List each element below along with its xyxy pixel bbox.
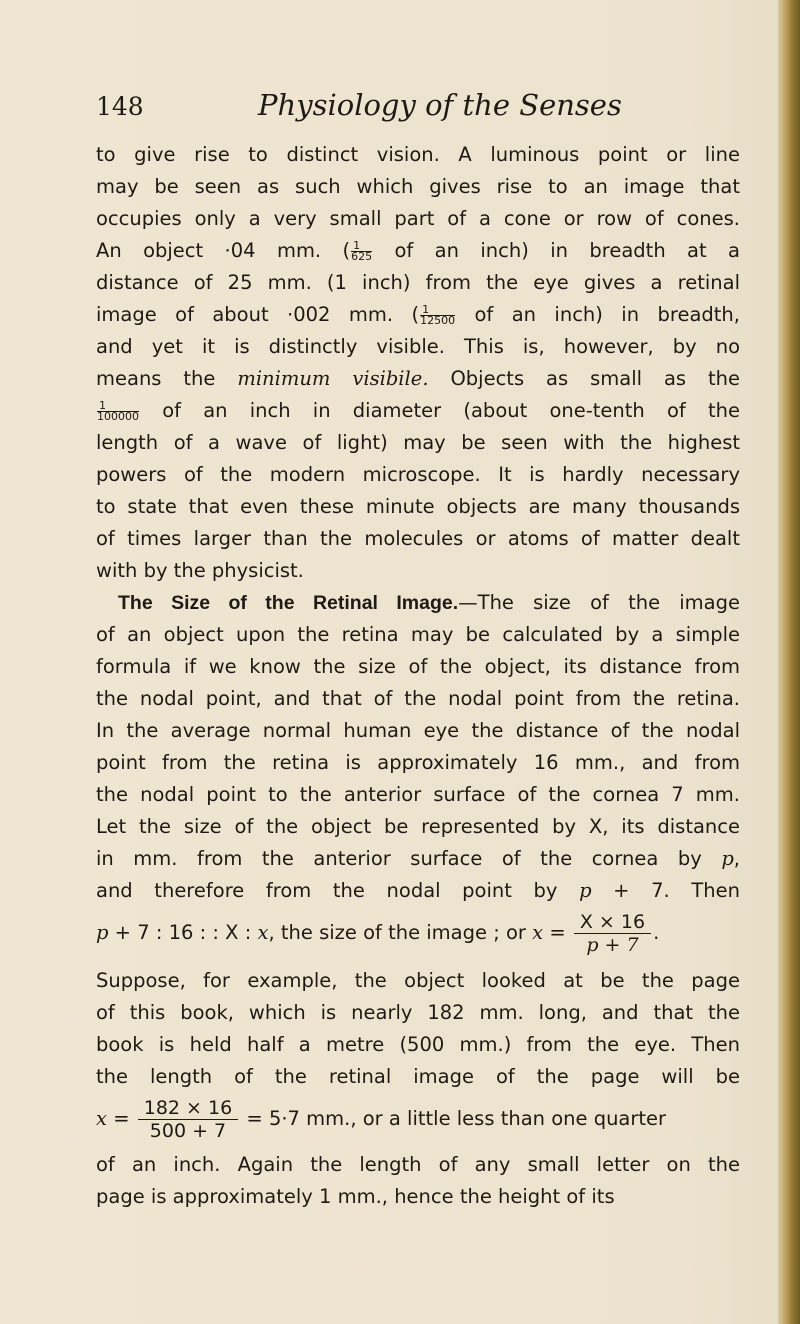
text-line: point from the retina is approximately 16 mm., and from — [96, 751, 740, 774]
italic-term: minimum visibile. — [237, 367, 429, 390]
text-line — [96, 588, 740, 618]
variable-x: x — [96, 1107, 107, 1130]
text-line: with by the physicist. — [96, 559, 304, 582]
fraction-denominator: 500 + 7 — [149, 1120, 227, 1142]
text-line: to give rise to distinct vision. A luminous point or line — [96, 143, 740, 166]
formula-fraction — [138, 1097, 238, 1142]
text-line: the length of the retinal image of the page will be — [96, 1065, 740, 1088]
text-line: distance of 25 mm. (1 inch) from the eye gives a retinal — [96, 271, 740, 294]
text-line: of an object upon the retina may be calculated by a simple — [96, 623, 740, 646]
text-line: Let the size of the object be represented by X, its distance — [96, 815, 740, 838]
text-line: In the average normal human eye the distance of the nodal — [96, 719, 740, 742]
fraction-1-625 — [351, 241, 372, 262]
equation-text: . — [653, 921, 660, 944]
text-line: the nodal point, and that of the nodal point from the retina. — [96, 687, 740, 710]
fraction-1-12500 — [420, 305, 455, 326]
text-line: the nodal point to the anterior surface of the cornea 7 mm. — [96, 783, 740, 806]
text-line: occupies only a very small part of a cone or row of cones. — [96, 207, 740, 230]
text-line — [96, 300, 740, 330]
fraction-numerator: 182 × 16 — [138, 1097, 238, 1120]
equation-text: = — [107, 1107, 136, 1130]
text-span: of an inch) in breadth, — [456, 303, 740, 326]
text-line: to state that even these minute objects are many thousands — [96, 495, 740, 518]
text-line — [96, 364, 740, 394]
text-line — [96, 876, 740, 906]
section-heading: The Size of the Retinal Image. — [118, 592, 459, 614]
text-span: image of about ·002 mm. ( — [96, 303, 420, 326]
fraction-numerator: 1 — [351, 241, 372, 252]
fraction-denominator: 12500 — [420, 314, 456, 327]
text-span: , — [733, 847, 740, 870]
text-line: page is approximately 1 mm., hence the height of its — [96, 1185, 615, 1208]
equation-calculation — [96, 1092, 740, 1146]
variable-p: p — [96, 921, 109, 944]
fraction-denominator: p + 7 — [586, 934, 639, 956]
equation-text: = — [543, 921, 572, 944]
text-line: of this book, which is nearly 182 mm. long, and that the — [96, 1001, 740, 1024]
running-title: Physiology of the Senses — [258, 88, 622, 122]
text-line: Suppose, for example, the object looked at be the page — [96, 969, 740, 992]
equation-text: , the size of the image ; or — [268, 921, 533, 944]
text-line: of times larger than the molecules or atoms of matter dealt — [96, 527, 740, 550]
fraction-numerator: 1 — [97, 401, 139, 412]
formula-fraction — [574, 911, 651, 956]
text-span: —The size of the image — [458, 591, 741, 614]
variable-x: x — [532, 921, 544, 944]
text-span: + 7. Then — [591, 879, 740, 902]
text-line: length of a wave of light) may be seen with the highest — [96, 431, 740, 454]
text-line — [96, 396, 740, 426]
text-line: may be seen as such which gives rise to an image that — [96, 175, 740, 198]
variable-p: p — [579, 879, 592, 902]
equation-text: = 5·7 mm., or a little less than one quarter — [240, 1107, 667, 1130]
page-header — [96, 88, 716, 130]
text-line: of an inch. Again the length of any small letter on the — [96, 1153, 740, 1176]
text-line — [96, 236, 740, 266]
text-span: in mm. from the anterior surface of the cornea by — [96, 847, 722, 870]
equation-proportion — [96, 906, 740, 960]
text-span: of an inch) in breadth at a — [373, 239, 740, 262]
text-line: and yet it is distinctly visible. This is, however, by no — [96, 335, 740, 358]
text-span: An object ·04 mm. ( — [96, 239, 351, 262]
fraction-denominator: 100000 — [97, 410, 139, 423]
page-number: 148 — [96, 92, 144, 121]
text-span: means the — [96, 367, 238, 390]
fraction-numerator: 1 — [420, 305, 455, 316]
variable-x: x — [257, 921, 269, 944]
text-span: of an inch in diameter (about one-tenth of the — [140, 399, 740, 422]
text-line: book is held half a metre (500 mm.) from the eye. Then — [96, 1033, 740, 1056]
page-edge — [778, 0, 800, 1324]
equation-text: + 7 : 16 : : X : — [108, 921, 258, 944]
text-span: and therefore from the nodal point by — [96, 879, 580, 902]
fraction-1-100000 — [97, 401, 139, 422]
fraction-denominator: 625 — [351, 250, 373, 263]
fraction-numerator: X × 16 — [574, 911, 651, 934]
variable-p: p — [721, 847, 734, 870]
text-line: formula if we know the size of the object, its distance from — [96, 655, 740, 678]
text-span: Objects as small as the — [428, 367, 740, 390]
text-line — [96, 844, 740, 874]
text-line: powers of the modern microscope. It is hardly necessary — [96, 463, 740, 486]
